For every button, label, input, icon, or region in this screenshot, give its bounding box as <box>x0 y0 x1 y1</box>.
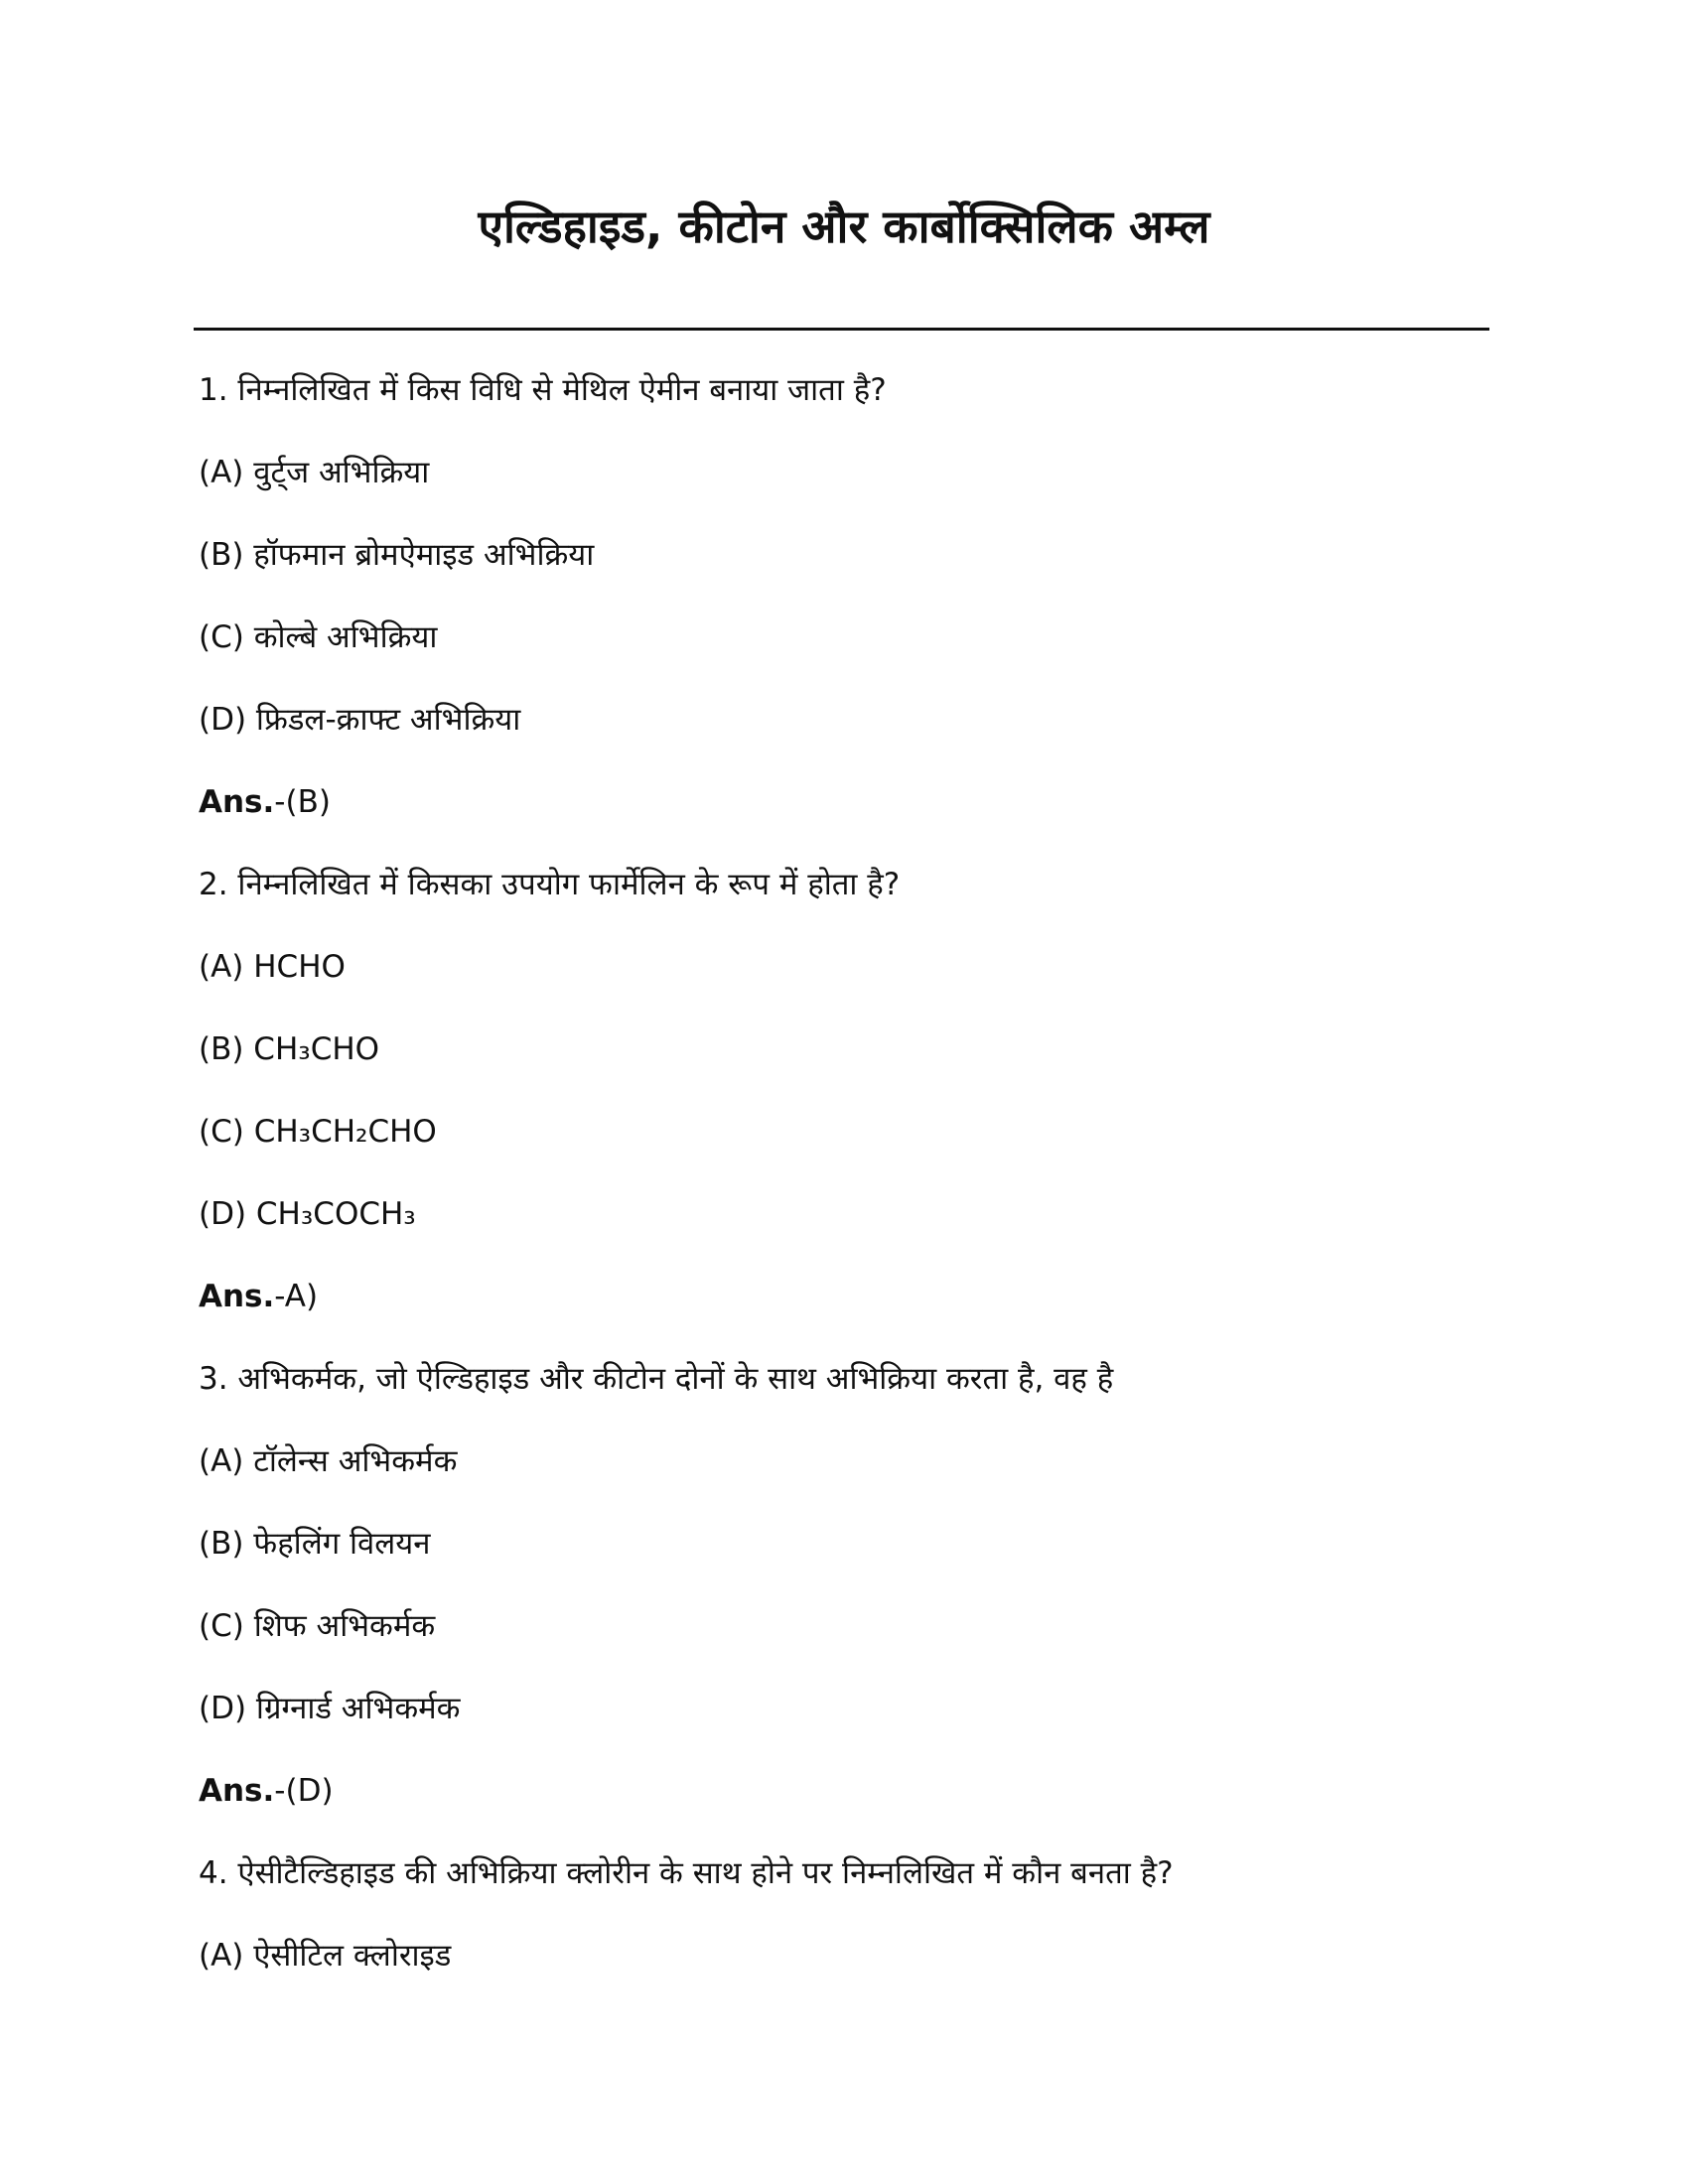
answer-3 <box>199 1771 334 1811</box>
option-4a: (A) ऐसीटिल क्लोराइड <box>199 1938 452 1974</box>
answer-label: Ans. <box>199 1773 275 1809</box>
option-1c: (C) कोल्बे अभिक्रिया <box>199 619 438 655</box>
option-1d: (D) फ्रिडल-क्राफ्ट अभिक्रिया <box>199 702 521 738</box>
option-2b: (B) CH₃CHO <box>199 1031 380 1067</box>
answer-value: -(D) <box>274 1773 334 1809</box>
answer-label: Ans. <box>199 784 275 820</box>
option-1a: (A) वुर्ट्ज अभिक्रिया <box>199 455 430 490</box>
option-2a: (A) HCHO <box>199 949 346 985</box>
answer-label: Ans. <box>199 1279 275 1314</box>
answer-2 <box>199 1277 318 1316</box>
option-2c: (C) CH₃CH₂CHO <box>199 1114 437 1150</box>
document-title: एल्डिहाइड, कीटोन और कार्बोक्सिलिक अम्ल <box>478 200 1210 253</box>
option-1b: (B) हॉफमान ब्रोमऐमाइड अभिक्रिया <box>199 537 595 573</box>
question-4: 4. ऐसीटैल्डिहाइड की अभिक्रिया क्लोरीन के साथ होने पर निम्नलिखित में कौन बनता है? <box>199 1855 1174 1891</box>
option-3a: (A) टॉलेन्स अभिकर्मक <box>199 1443 458 1479</box>
question-3: 3. अभिकर्मक, जो ऐल्डिहाइड और कीटोन दोनों के साथ अभिक्रिया करता है, वह है <box>199 1361 1114 1397</box>
title-divider <box>194 328 1489 331</box>
option-3b: (B) फेहलिंग विलयन <box>199 1526 431 1562</box>
option-3d: (D) ग्रिग्नार्ड अभिकर्मक <box>199 1691 461 1726</box>
question-1: 1. निम्नलिखित में किस विधि से मेथिल ऐमीन बनाया जाता है? <box>199 372 887 408</box>
answer-value: -(B) <box>274 784 331 820</box>
option-3c: (C) शिफ अभिकर्मक <box>199 1608 436 1644</box>
option-2d: (D) CH₃COCH₃ <box>199 1196 416 1232</box>
question-2: 2. निम्नलिखित में किसका उपयोग फार्मेलिन के रूप में होता है? <box>199 867 901 902</box>
answer-1 <box>199 782 331 822</box>
answer-value: -A) <box>274 1279 319 1314</box>
